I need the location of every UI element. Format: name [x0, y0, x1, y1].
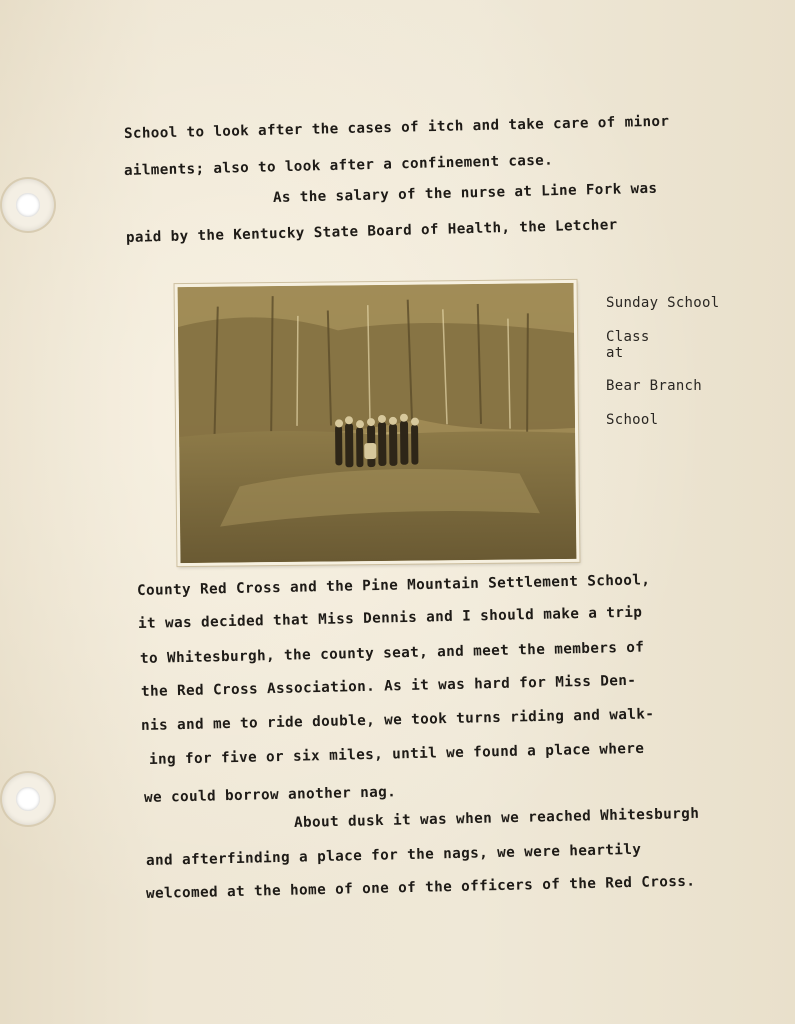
- typed-line-14: welcomed at the home of one of the officers of the Red Cross.: [145, 873, 696, 902]
- typed-line-8: the Red Cross Association. As it was hard for Miss Den-: [140, 672, 637, 700]
- photo-caption-line-3: at: [606, 345, 624, 361]
- photo-caption-line-4: Bear Branch: [606, 378, 703, 394]
- binder-hole-bottom: [2, 773, 54, 825]
- typed-line-5: County Red Cross and the Pine Mountain Settlement School,: [136, 572, 651, 599]
- photograph: [175, 280, 580, 566]
- typed-line-3: As the salary of the nurse at Line Fork was: [272, 180, 658, 206]
- typed-line-1: School to look after the cases of itch and take care of minor: [123, 113, 670, 142]
- typed-line-9: nis and me to ride double, we took turns riding and walk-: [140, 706, 655, 734]
- typed-line-6: it was decided that Miss Dennis and I should make a trip: [137, 604, 643, 632]
- photo-image: [178, 283, 577, 563]
- photo-caption-line-2: Class: [606, 329, 650, 345]
- binder-hole-top: [2, 179, 54, 231]
- typed-line-11: we could borrow another nag.: [143, 784, 397, 806]
- typed-line-7: to Whitesburgh, the county seat, and meet the members of: [139, 639, 645, 667]
- typed-line-13: and afterfinding a place for the nags, we were heartily: [145, 841, 642, 869]
- photo-caption-line-5: School: [606, 412, 659, 428]
- typed-line-12: About dusk it was when we reached Whitesburgh: [293, 805, 700, 831]
- typed-line-4: paid by the Kentucky State Board of Health, the Letcher: [125, 217, 618, 246]
- typed-line-2: ailments; also to look after a confinement case.: [123, 152, 554, 179]
- typed-line-10: ing for five or six miles, until we found a place where: [148, 740, 645, 768]
- photo-caption-line-1: Sunday School: [606, 295, 720, 311]
